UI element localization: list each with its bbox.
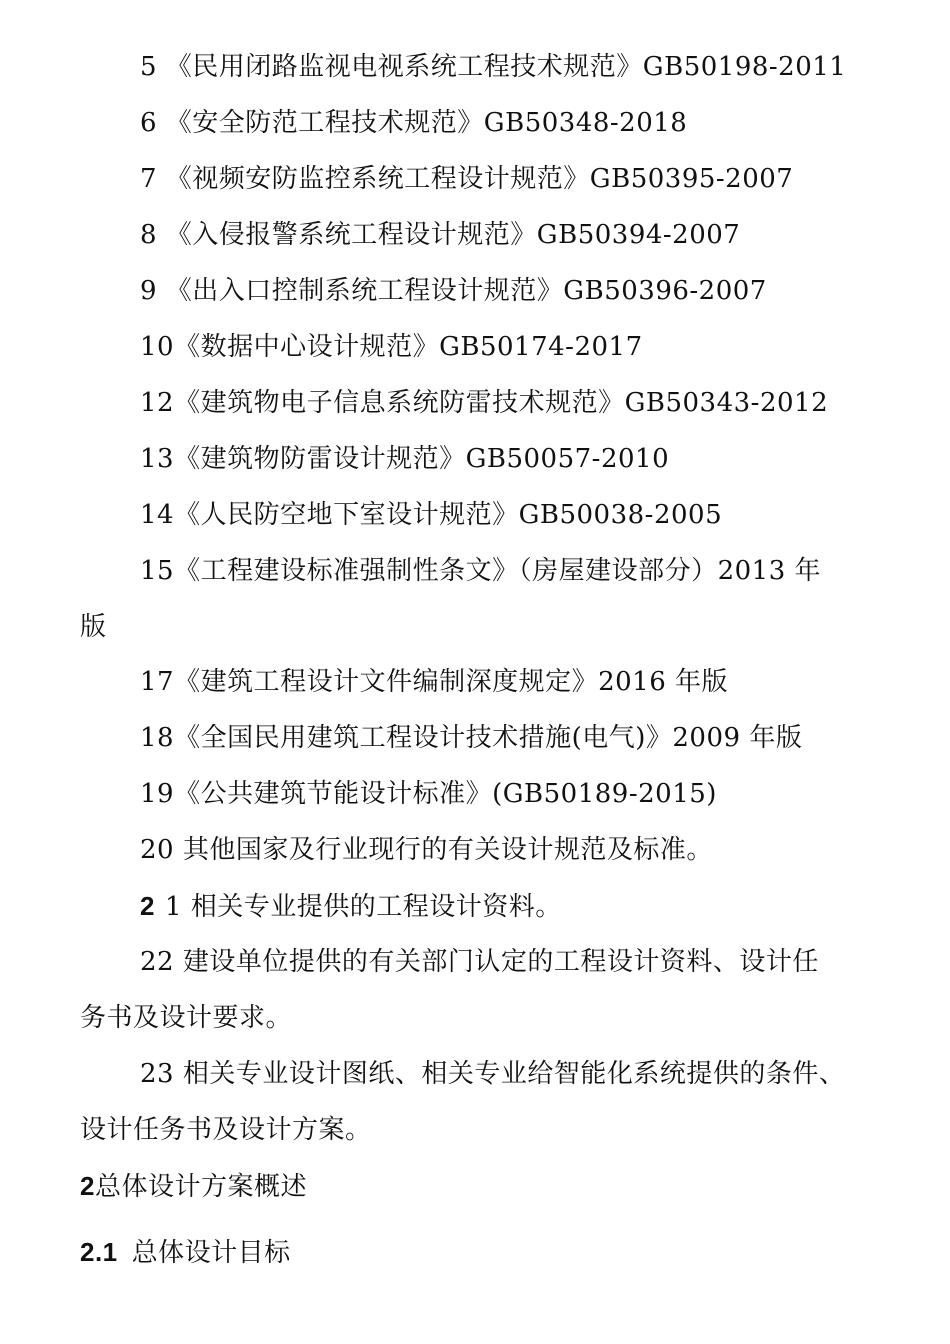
list-item: [140, 162, 793, 196]
item-text: 建设单位提供的有关部门认定的工程设计资料、设计任: [174, 947, 819, 977]
list-item: [140, 218, 740, 252]
item-number: 22: [140, 947, 175, 977]
item-text: 相关专业设计图纸、相关专业给智能化系统提供的条件、: [174, 1059, 846, 1089]
item-text: 《建筑物防雷设计规范》GB50057-2010: [174, 444, 670, 474]
item-text: 《建筑物电子信息系统防雷技术规范》GB50343-2012: [174, 388, 829, 418]
item-text: 《工程建设标准强制性条文》（房屋建设部分）2013 年: [174, 556, 822, 586]
item-text: 《人民防空地下室设计规范》GB50038-2005: [174, 500, 723, 530]
item-number: 12: [140, 388, 175, 418]
item-number: 10: [140, 332, 175, 362]
item-number: 13: [140, 444, 175, 474]
list-item: [140, 106, 687, 140]
section-heading: [80, 1169, 307, 1204]
item-number: 6: [140, 108, 158, 138]
item-text: 《民用闭路监视电视系统工程技术规范》GB50198-2011: [157, 52, 847, 82]
subsection-heading: [80, 1235, 291, 1270]
list-item: [140, 330, 643, 364]
item-text: 《公共建筑节能设计标准》(GB50189-2015): [174, 779, 717, 809]
section-title: 总体设计方案概述: [94, 1172, 307, 1202]
list-item: [140, 386, 828, 420]
item-text: 《安全防范工程技术规范》GB50348-2018: [157, 108, 688, 138]
subsection-title: 总体设计目标: [131, 1238, 291, 1268]
list-item-continuation: 版: [80, 612, 107, 642]
item-text: 《视频安防监控系统工程设计规范》GB50395-2007: [157, 164, 794, 194]
list-item: [140, 665, 728, 699]
item-number: 1: [164, 892, 183, 922]
item-number: 7: [140, 164, 158, 194]
list-item: [140, 498, 722, 532]
item-text: 其他国家及行业现行的有关设计规范及标准。: [174, 835, 713, 865]
list-item-continuation: 务书及设计要求。: [80, 1003, 293, 1033]
section-number: 2: [80, 1171, 95, 1201]
item-number: 23: [140, 1059, 175, 1089]
list-item-continuation: 设计任务书及设计方案。: [80, 1115, 372, 1145]
list-item: [140, 442, 669, 476]
item-number-bold: 2: [140, 891, 155, 921]
item-number: 19: [140, 779, 175, 809]
list-item: [140, 945, 819, 979]
item-number: 5: [140, 52, 158, 82]
item-text: 《数据中心设计规范》GB50174-2017: [174, 332, 643, 362]
list-item: [140, 721, 802, 755]
item-text: 《建筑工程设计文件编制深度规定》2016 年版: [174, 667, 729, 697]
item-number: 15: [140, 556, 175, 586]
subsection-number: 2.1: [80, 1237, 118, 1267]
item-text: 《出入口控制系统工程设计规范》GB50396-2007: [157, 276, 767, 306]
item-text: 相关专业提供的工程设计资料。: [182, 892, 562, 922]
item-number: 18: [140, 723, 175, 753]
list-item: [140, 274, 767, 308]
list-item: [140, 50, 846, 84]
item-number: 14: [140, 500, 175, 530]
item-text: 《入侵报警系统工程设计规范》GB50394-2007: [157, 220, 741, 250]
item-number: 17: [140, 667, 175, 697]
item-number: 8: [140, 220, 158, 250]
list-item: [140, 889, 562, 924]
list-item: [140, 777, 717, 811]
list-item: [140, 833, 713, 867]
item-number: 9: [140, 276, 158, 306]
list-item: [140, 1057, 845, 1091]
item-number: 20: [140, 835, 175, 865]
list-item: [140, 554, 821, 588]
item-text: 《全国民用建筑工程设计技术措施(电气)》2009 年版: [174, 723, 803, 753]
